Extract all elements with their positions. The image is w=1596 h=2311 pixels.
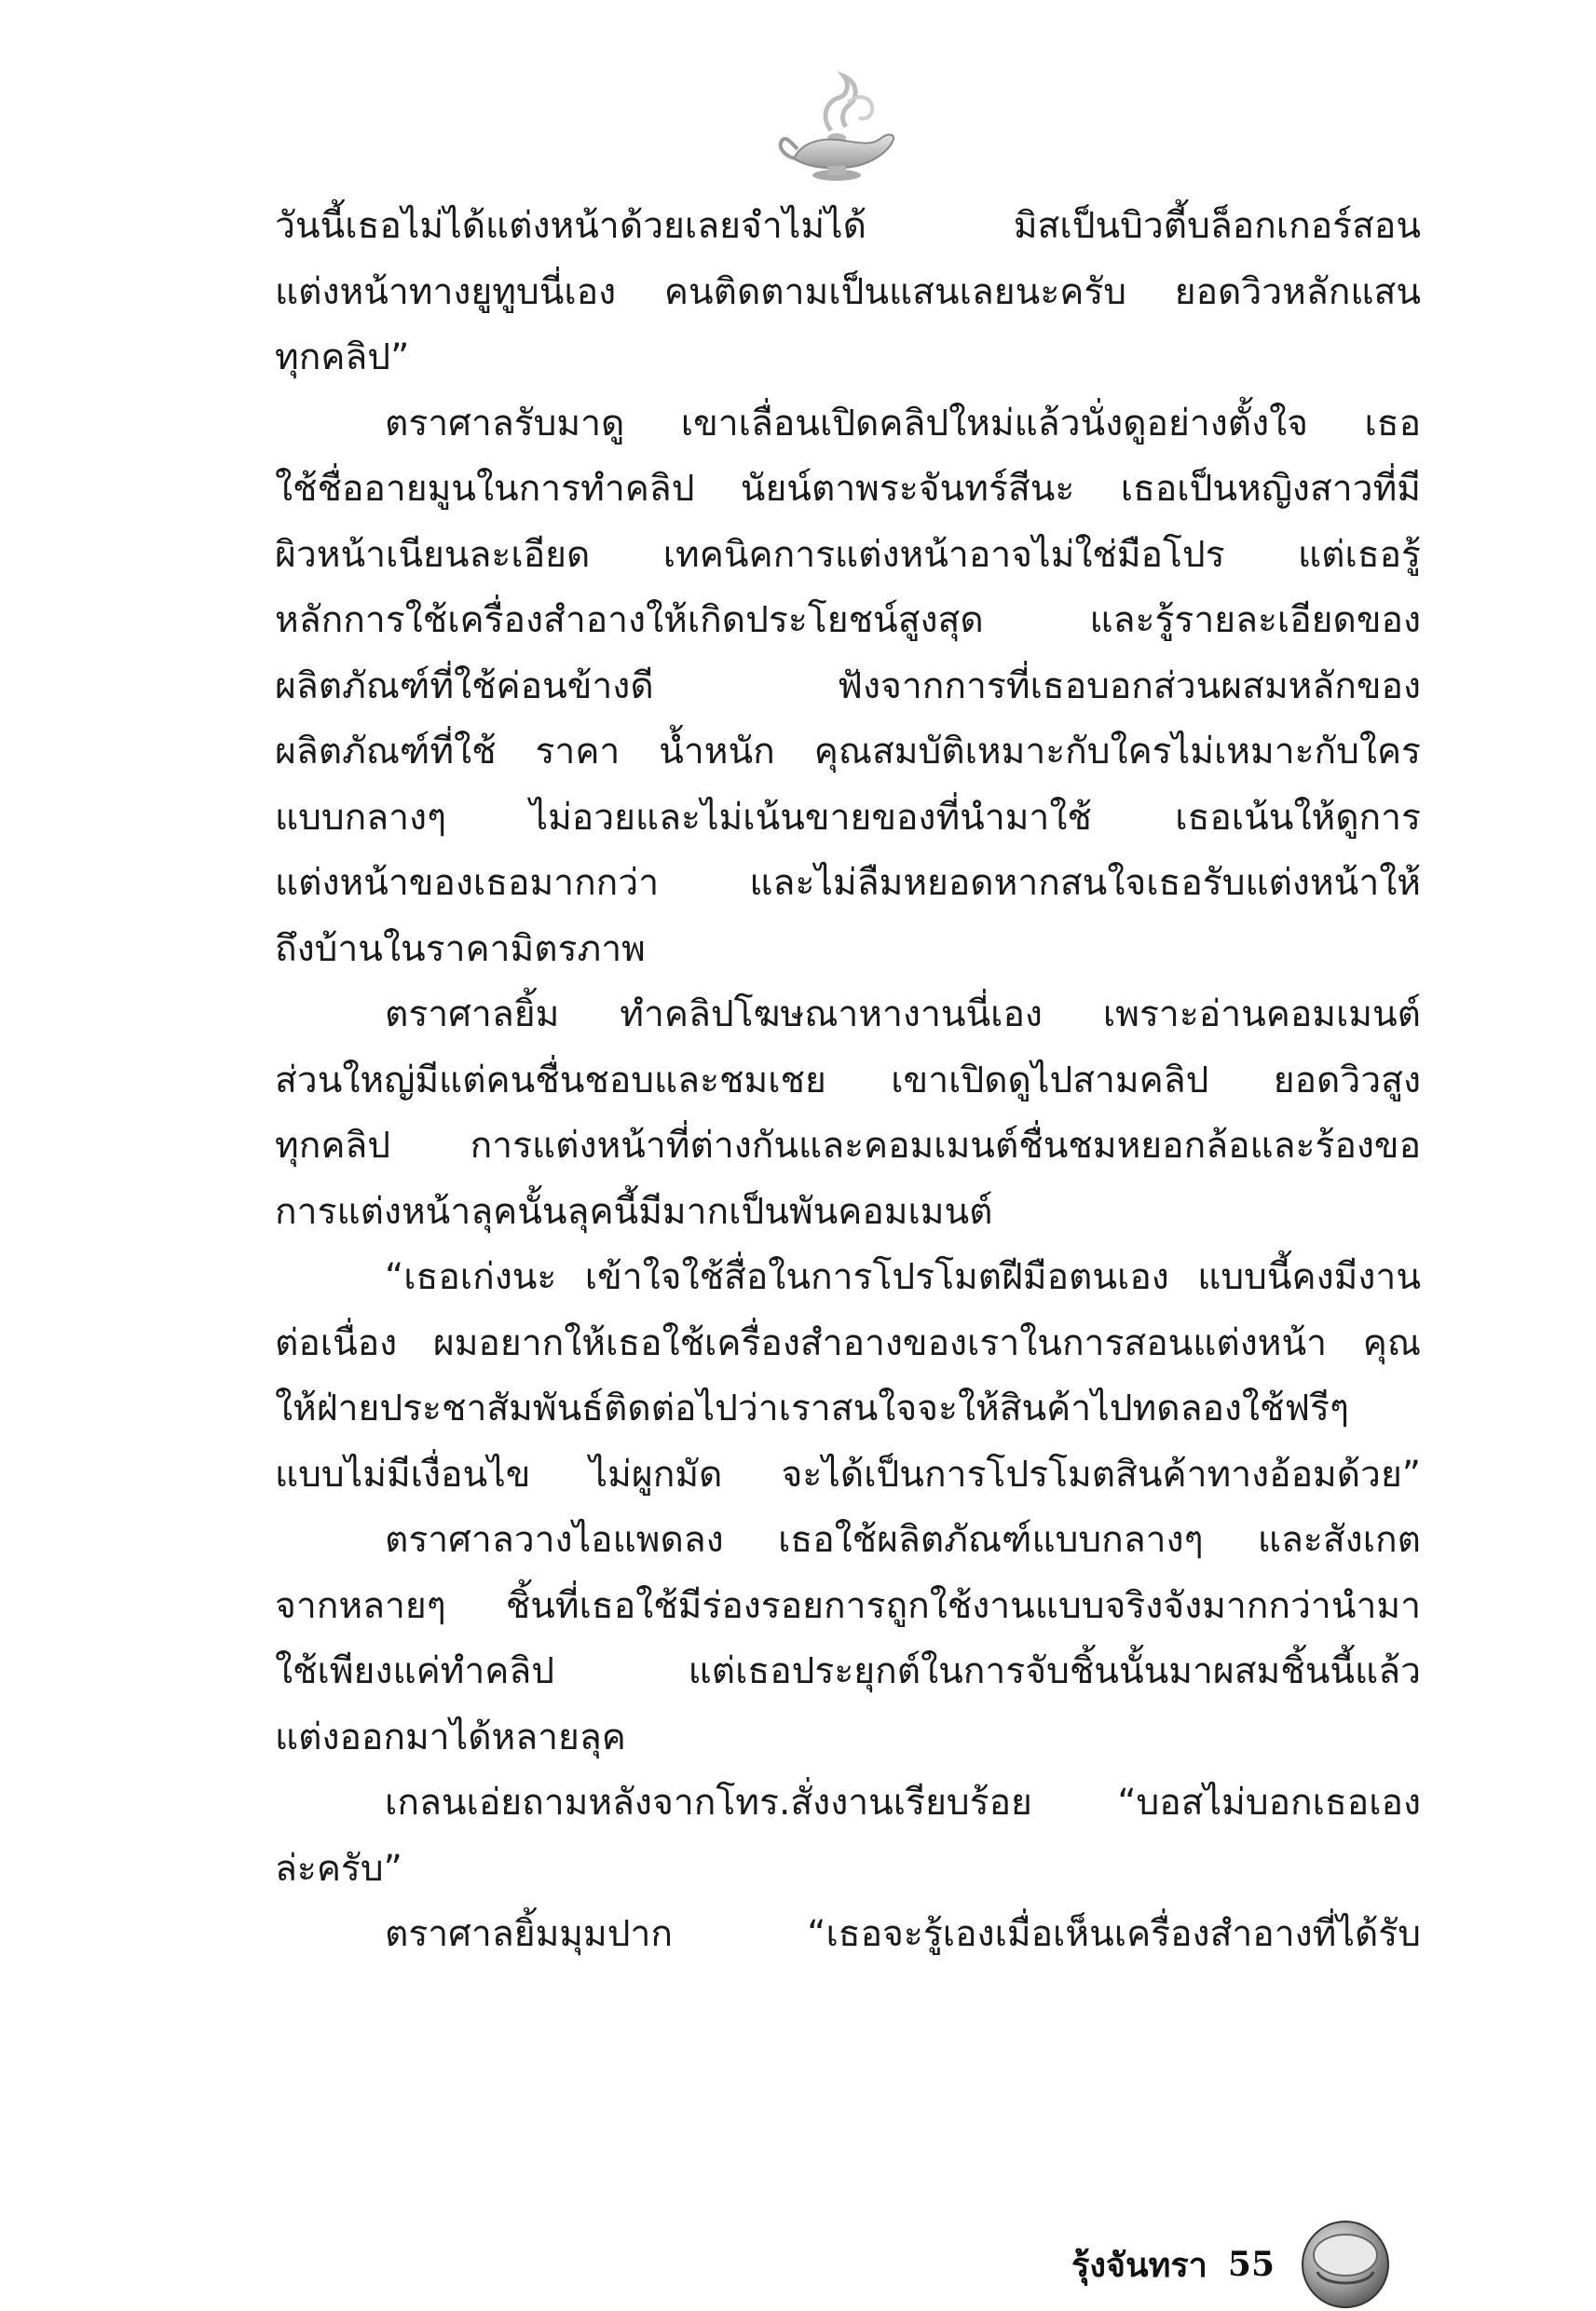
text-line: จากหลายๆ ชิ้นที่เธอใช้มีร่องรอยการถูกใช้งานแบบจริงจังมากกว่านำมา [275, 1584, 1421, 1627]
text-line: ต่อเนื่อง ผมอยากให้เธอใช้เครื่องสำอางของเราในการสอนแต่งหน้า คุณ [275, 1321, 1421, 1364]
text-line: ล่ะครับ” [275, 1847, 402, 1890]
page-number: 55 [1227, 2245, 1275, 2284]
text-line: แต่งหน้าของเธอมากกว่า และไม่ลืมหยอดหากสนใจเธอรับแต่งหน้าให้ [275, 862, 1421, 904]
text-line: เกลนเอ่ยถามหลังจากโทร.สั่งงานเรียบร้อย “บอสไม่บอกเธอเอง [385, 1782, 1421, 1824]
compact-powder-icon [1299, 2218, 1392, 2311]
text-line: ใช้เพียงแค่ทำคลิป แต่เธอประยุกต์ในการจับชิ้นนั้นมาผสมชิ้นนี้แล้ว [275, 1650, 1421, 1692]
text-line: ผิวหน้าเนียนละเอียด เทคนิคการแต่งหน้าอาจไม่ใช่มือโปร แต่เธอรู้ [275, 533, 1421, 576]
text-line: แต่งหน้าทางยูทูบนี่เอง คนติดตามเป็นแสนเลยนะครับ ยอดวิวหลักแสน [275, 270, 1421, 313]
magic-lamp-icon [773, 65, 904, 205]
text-line: ผลิตภัณฑ์ที่ใช้ค่อนข้างดี ฟังจากการที่เธอบอกส่วนผสมหลักของ [275, 664, 1421, 707]
page-footer [1071, 2218, 1392, 2311]
text-line: ทุกคลิป” [275, 336, 410, 378]
text-line: หลักการใช้เครื่องสำอางให้เกิดประโยชน์สูงสุด และรู้รายละเอียดของ [275, 599, 1421, 641]
text-line: “เธอเก่งนะ เข้าใจใช้สื่อในการโปรโมตฝีมือตนเอง แบบนี้คงมีงาน [385, 1256, 1421, 1298]
text-line: แบบกลางๆ ไม่อวยและไม่เน้นขายของที่นำมาใช้ เธอเน้นให้ดูการ [275, 796, 1421, 839]
text-line: ทุกคลิป การแต่งหน้าที่ต่างกันและคอมเมนต์ชื่นชมหยอกล้อและร้องขอ [275, 1125, 1421, 1167]
body-text [275, 194, 1421, 1968]
text-line: ตราศาลวางไอแพดลง เธอใช้ผลิตภัณฑ์แบบกลางๆ และสังเกต [385, 1519, 1421, 1561]
text-line: ถึงบ้านในราคามิตรภาพ [275, 927, 646, 970]
text-line: ใช้ชื่ออายมูนในการทำคลิป นัยน์ตาพระจันทร์สีนะ เธอเป็นหญิงสาวที่มี [275, 468, 1421, 510]
text-line: แบบไม่มีเงื่อนไข ไม่ผูกมัด จะได้เป็นการโปรโมตสินค้าทางอ้อมด้วย” [275, 1453, 1421, 1496]
text-line: แต่งออกมาได้หลายลุค [275, 1716, 626, 1758]
text-line: ตราศาลยิ้มมุมปาก “เธอจะรู้เองเมื่อเห็นเครื่องสำอางที่ได้รับ [385, 1913, 1421, 1955]
text-line: วันนี้เธอไม่ได้แต่งหน้าด้วยเลยจำไม่ได้ มิสเป็นบิวตี้บล็อกเกอร์สอน [275, 205, 1421, 247]
text-line: ให้ฝ่ายประชาสัมพันธ์ติดต่อไปว่าเราสนใจจะให้สินค้าไปทดลองใช้ฟรีๆ [275, 1388, 1349, 1429]
book-title: รุ้งจันทรา [1071, 2245, 1207, 2285]
text-line: ตราศาลรับมาดู เขาเลื่อนเปิดคลิปใหม่แล้วนั่งดูอย่างตั้งใจ เธอ [385, 402, 1421, 444]
text-line: ส่วนใหญ่มีแต่คนชื่นชอบและชมเชย เขาเปิดดูไปสามคลิป ยอดวิวสูง [275, 1059, 1421, 1101]
text-line: ผลิตภัณฑ์ที่ใช้ ราคา น้ำหนัก คุณสมบัติเหมาะกับใครไม่เหมาะกับใคร [275, 731, 1421, 773]
text-line: ตราศาลยิ้ม ทำคลิปโฆษณาหางานนี่เอง เพราะอ่านคอมเมนต์ [385, 993, 1421, 1035]
text-line: การแต่งหน้าลุคนั้นลุคนี้มีมากเป็นพันคอมเมนต์ [275, 1190, 993, 1233]
